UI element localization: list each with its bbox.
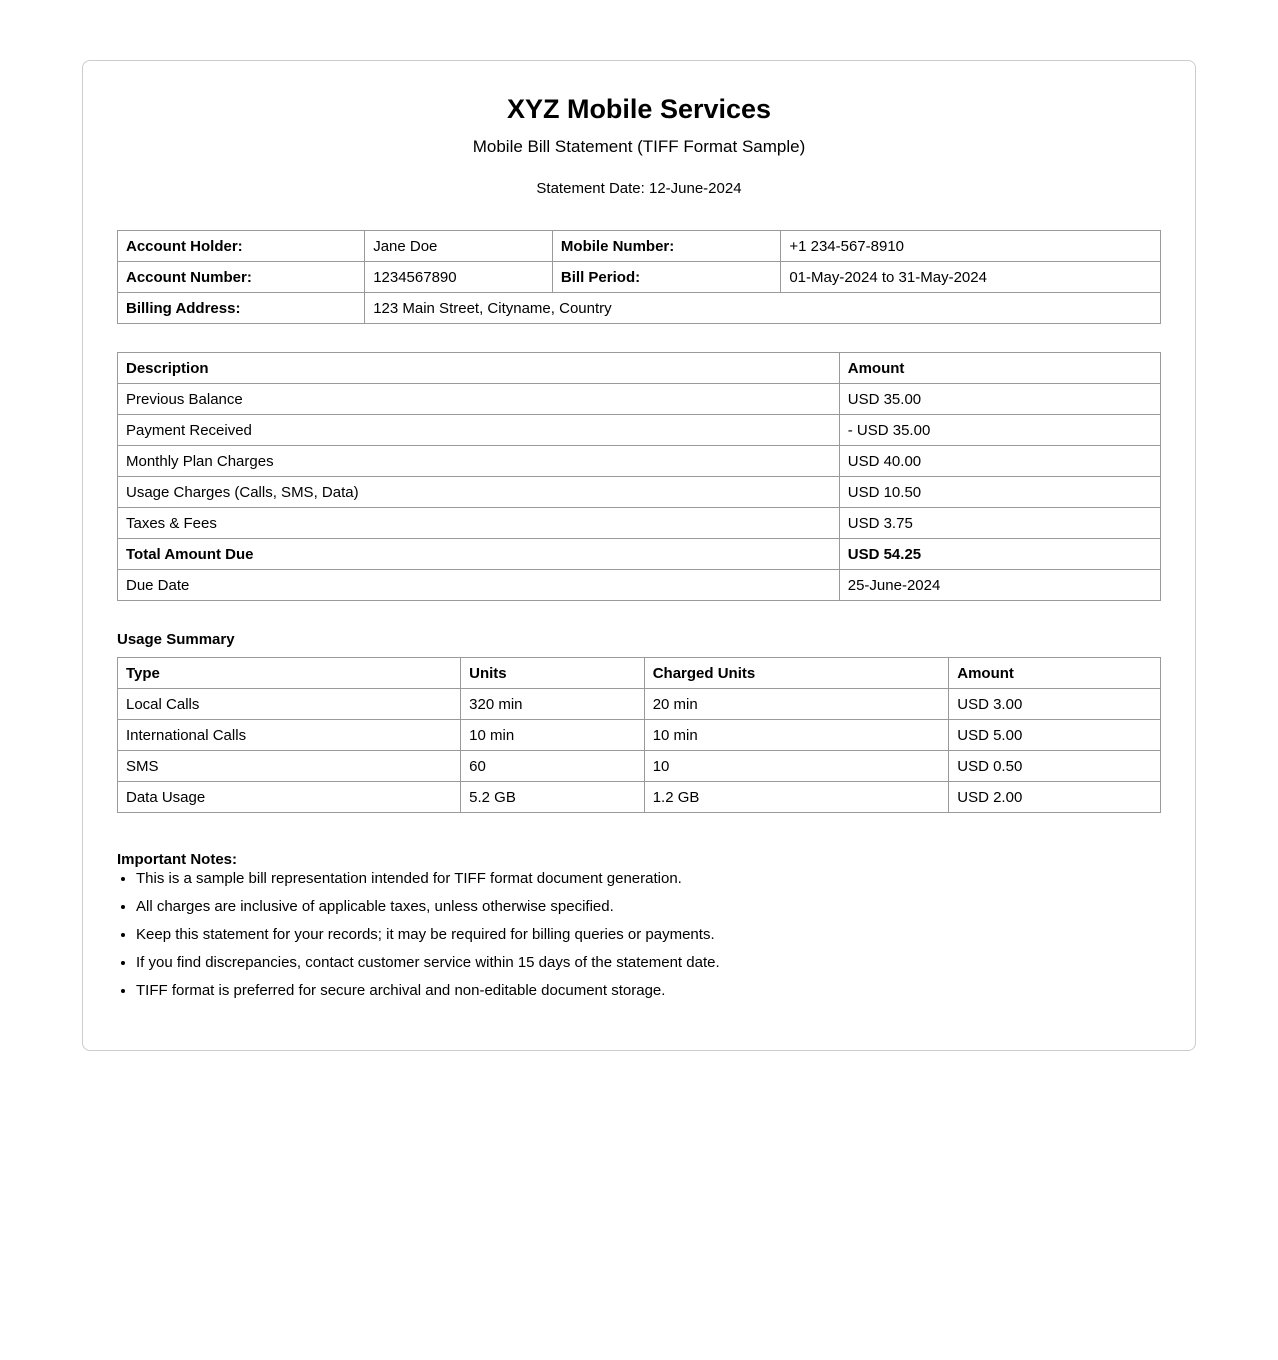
account-field-label: Billing Address: xyxy=(118,293,365,324)
notes-list xyxy=(117,870,1161,999)
charges-row xyxy=(118,384,1161,415)
usage-header-units: Units xyxy=(461,658,645,689)
charge-amount: 25-June-2024 xyxy=(839,570,1160,601)
usage-header-amount: Amount xyxy=(949,658,1161,689)
account-field-label: Account Number: xyxy=(118,262,365,293)
account-field-label: Account Holder: xyxy=(118,231,365,262)
account-info-table xyxy=(117,230,1161,324)
charges-row xyxy=(118,570,1161,601)
account-info-row xyxy=(118,262,1161,293)
note-item: • TIFF format is preferred for secure archival and non-editable document storage. xyxy=(136,982,1161,999)
usage-body xyxy=(118,689,1161,813)
usage-type: SMS xyxy=(118,751,461,782)
usage-amount: USD 0.50 xyxy=(949,751,1161,782)
usage-header-type: Type xyxy=(118,658,461,689)
account-info-row xyxy=(118,231,1161,262)
usage-type: Local Calls xyxy=(118,689,461,720)
charges-row xyxy=(118,415,1161,446)
usage-row xyxy=(118,720,1161,751)
account-field-value: +1 234-567-8910 xyxy=(781,231,1161,262)
usage-units: 10 min xyxy=(461,720,645,751)
page-title: XYZ Mobile Services xyxy=(506,94,772,124)
charge-amount: USD 35.00 xyxy=(839,384,1160,415)
usage-row xyxy=(118,751,1161,782)
charges-header-description: Description xyxy=(118,353,840,384)
account-field-label: Mobile Number: xyxy=(552,231,780,262)
account-info-row xyxy=(118,293,1161,324)
charges-header-row xyxy=(118,353,1161,384)
note-item: • Keep this statement for your records; it may be required for billing queries or payments. xyxy=(136,926,1161,943)
account-field-value: Jane Doe xyxy=(365,231,553,262)
bill-subtitle: Mobile Bill Statement (TIFF Format Sample) xyxy=(472,137,806,157)
charge-description: Previous Balance xyxy=(118,384,840,415)
charge-description: Usage Charges (Calls, SMS, Data) xyxy=(118,477,840,508)
bill-statement-card xyxy=(82,60,1196,1051)
usage-summary-title: Usage Summary xyxy=(117,631,235,649)
charge-amount: USD 54.25 xyxy=(839,539,1160,570)
charges-row xyxy=(118,539,1161,570)
usage-header-charged-units: Charged Units xyxy=(644,658,949,689)
note-item: • All charges are inclusive of applicable taxes, unless otherwise specified. xyxy=(136,898,1161,915)
charges-table xyxy=(117,352,1161,601)
usage-amount: USD 2.00 xyxy=(949,782,1161,813)
charge-description: Monthly Plan Charges xyxy=(118,446,840,477)
charge-description: Payment Received xyxy=(118,415,840,446)
account-field-value: 123 Main Street, Cityname, Country xyxy=(365,293,1161,324)
usage-row xyxy=(118,689,1161,720)
usage-amount: USD 5.00 xyxy=(949,720,1161,751)
usage-type: International Calls xyxy=(118,720,461,751)
note-item: • This is a sample bill representation intended for TIFF format document generation. xyxy=(136,870,1161,887)
charges-header-amount: Amount xyxy=(839,353,1160,384)
notes-title: Important Notes: xyxy=(117,851,237,869)
charge-amount: USD 3.75 xyxy=(839,508,1160,539)
charge-description: Total Amount Due xyxy=(118,539,840,570)
charges-row xyxy=(118,508,1161,539)
usage-type: Data Usage xyxy=(118,782,461,813)
usage-units: 5.2 GB xyxy=(461,782,645,813)
statement-date: Statement Date: 12-June-2024 xyxy=(536,180,742,198)
charges-row xyxy=(118,446,1161,477)
account-info-body xyxy=(118,231,1161,324)
account-field-label: Bill Period: xyxy=(552,262,780,293)
usage-charged-units: 10 xyxy=(644,751,949,782)
charge-description: Due Date xyxy=(118,570,840,601)
usage-charged-units: 1.2 GB xyxy=(644,782,949,813)
account-field-value: 1234567890 xyxy=(365,262,553,293)
usage-units: 320 min xyxy=(461,689,645,720)
usage-header-row xyxy=(118,658,1161,689)
charge-amount: - USD 35.00 xyxy=(839,415,1160,446)
usage-units: 60 xyxy=(461,751,645,782)
usage-charged-units: 20 min xyxy=(644,689,949,720)
charge-amount: USD 40.00 xyxy=(839,446,1160,477)
usage-charged-units: 10 min xyxy=(644,720,949,751)
usage-row xyxy=(118,782,1161,813)
charges-row xyxy=(118,477,1161,508)
usage-amount: USD 3.00 xyxy=(949,689,1161,720)
usage-summary-table xyxy=(117,657,1161,813)
account-field-value: 01-May-2024 to 31-May-2024 xyxy=(781,262,1161,293)
note-item: • If you find discrepancies, contact customer service within 15 days of the statement date. xyxy=(136,954,1161,971)
charges-body xyxy=(118,384,1161,601)
charge-amount: USD 10.50 xyxy=(839,477,1160,508)
charge-description: Taxes & Fees xyxy=(118,508,840,539)
